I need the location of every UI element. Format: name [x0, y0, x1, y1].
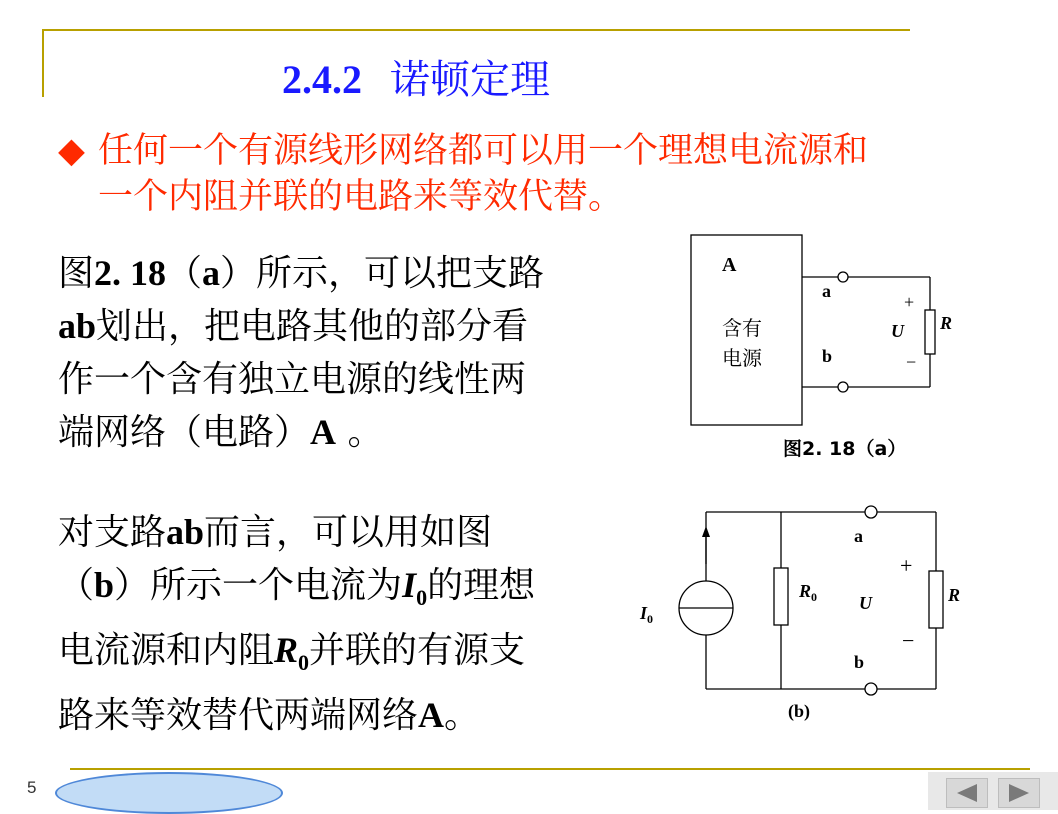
terminal-a-icon: [838, 272, 848, 282]
text: ）所示，可以把支路: [220, 253, 545, 294]
text: 端网络（电路）: [58, 412, 311, 453]
text: 。: [444, 695, 481, 737]
text: 并联的有源支: [309, 630, 526, 672]
text: ab: [166, 512, 205, 552]
terminal-b-icon: [865, 683, 877, 695]
text: A: [418, 695, 445, 736]
page-number: 5: [27, 778, 37, 797]
terminal-a-label: a: [854, 526, 863, 546]
label: I: [640, 603, 648, 623]
source-label: [639, 603, 653, 626]
para2-line-4: [58, 689, 535, 742]
terminal-a-icon: [865, 506, 877, 518]
text: b: [94, 565, 115, 605]
arrow-head-icon: [702, 526, 710, 537]
previous-slide-button[interactable]: [946, 778, 988, 808]
bullet-text-1: 任何一个有源线形网络都可以用一个理想电流源和: [98, 131, 869, 171]
text: （: [58, 565, 95, 606]
para1-line-2: [58, 300, 544, 353]
voltage-label: U: [891, 321, 904, 341]
text: 0: [416, 585, 428, 611]
text: 电流源和内阻: [58, 630, 275, 672]
text: 对支路: [58, 512, 167, 553]
text: 0: [298, 650, 310, 676]
resistor-r-icon: [925, 310, 935, 354]
resistor-label: R: [940, 313, 953, 333]
resistor-label: R: [948, 585, 961, 605]
text: a: [202, 253, 221, 293]
circuit-figure-b: [630, 498, 975, 728]
r0-label: [798, 581, 817, 604]
paragraph-network-a: [58, 247, 544, 459]
top-decor-vline: [42, 29, 44, 97]
bullet-statement: [58, 128, 1048, 220]
para1-line-1: [58, 247, 544, 300]
next-slide-button[interactable]: [998, 778, 1040, 808]
terminal-b-label: b: [854, 652, 865, 672]
voltage-label: U: [859, 593, 872, 613]
terminal-b-label: b: [822, 346, 833, 366]
bottom-decor-line: [70, 768, 1030, 770]
label: 0: [647, 612, 654, 626]
text: 路来等效替代两端网络: [58, 695, 419, 737]
figure-a-caption: 图2. 18（a）: [783, 438, 907, 460]
figure-b-caption: (b): [788, 701, 810, 721]
text: ）所示一个电流为: [114, 565, 403, 606]
para2-line-2: [58, 559, 535, 624]
plus-sign: +: [900, 553, 913, 578]
bullet-line-1: [58, 128, 1048, 174]
terminal-b-icon: [838, 382, 848, 392]
minus-sign: −: [906, 352, 917, 372]
plus-sign: +: [904, 292, 915, 312]
title-text: 诺顿定理: [390, 57, 550, 103]
resistor-r-icon: [929, 571, 943, 628]
text: R: [274, 630, 299, 671]
text: 而言，可以用如图: [204, 512, 493, 553]
bottom-ellipse-decor: [55, 772, 283, 814]
text: I: [402, 565, 417, 605]
text: 的理想: [427, 565, 536, 606]
top-decor-line: [42, 29, 910, 31]
text: 。: [336, 412, 384, 453]
box-text-line1: 含有: [722, 316, 762, 340]
triangle-right-icon: [999, 779, 1039, 807]
text: ab: [58, 306, 97, 346]
text: 2. 18: [94, 253, 167, 293]
diamond-bullet-icon: ◆: [58, 131, 85, 171]
para1-line-3: 作一个含有独立电源的线性两: [58, 359, 527, 400]
text: A: [310, 412, 337, 452]
para2-line-3: [58, 624, 535, 689]
label: 0: [811, 590, 818, 604]
circuit-figure-a: [680, 228, 953, 468]
paragraph-norton-equivalent: [58, 506, 535, 742]
slide-title: [282, 48, 550, 105]
label: R: [799, 581, 812, 601]
terminal-a-label: a: [822, 281, 831, 301]
text: （: [166, 253, 203, 294]
triangle-left-icon: [947, 779, 987, 807]
network-label-a: A: [722, 254, 737, 276]
minus-sign: −: [902, 628, 915, 653]
text: 图: [58, 253, 95, 294]
resistor-r0-icon: [774, 568, 788, 625]
para1-line-4: [58, 406, 544, 459]
text: 划出，把电路其他的部分看: [96, 306, 529, 347]
para2-line-1: [58, 506, 535, 559]
bullet-line-2: 一个内阻并联的电路来等效代替。: [98, 177, 624, 217]
title-number: 2.4.2: [282, 57, 362, 102]
box-text-line2: 电源: [722, 346, 762, 370]
